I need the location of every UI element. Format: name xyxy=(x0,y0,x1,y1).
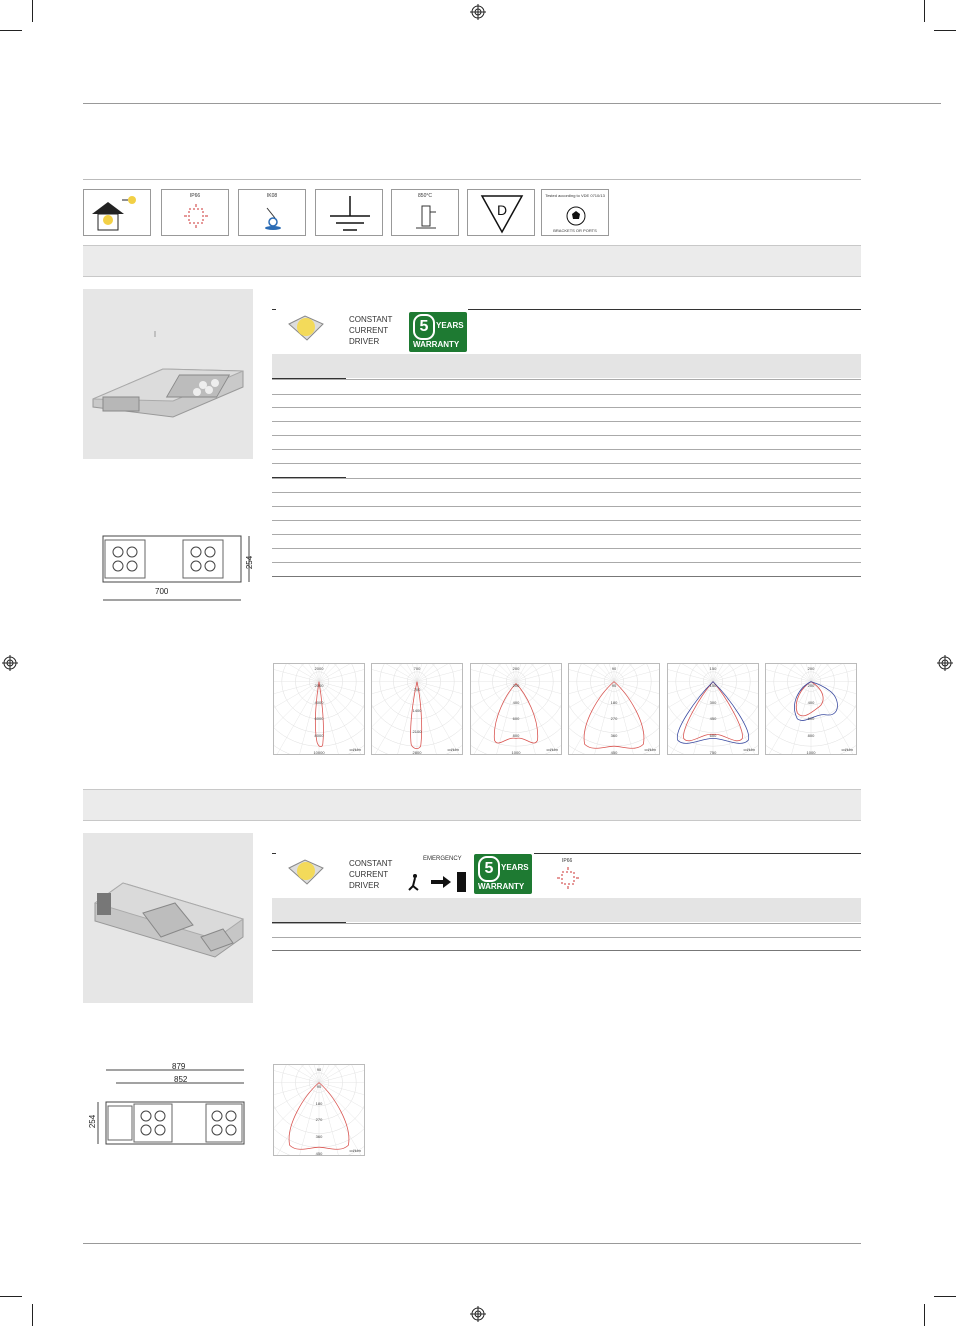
polar-tick-label: 6000 xyxy=(314,716,324,722)
led-chip-icon xyxy=(285,856,327,890)
polar-chart xyxy=(273,663,365,755)
ball-proof-label: Tested according to VDE 0710/13 xyxy=(545,193,605,198)
registration-mark-icon xyxy=(937,655,953,671)
ccd-line-3: DRIVER xyxy=(349,881,380,890)
polar-plot xyxy=(569,664,659,754)
ccd-line-2: CURRENT xyxy=(349,870,389,879)
polar-tick-label: 4000 xyxy=(314,699,324,705)
table-row xyxy=(272,506,861,507)
table-row xyxy=(272,449,861,450)
crop-mark xyxy=(32,1304,33,1326)
table-row xyxy=(272,394,861,395)
registration-mark-icon xyxy=(470,1306,486,1322)
crop-mark xyxy=(924,0,925,22)
polar-tick-label: 90 xyxy=(316,1083,322,1089)
dimension-drawing xyxy=(88,1062,253,1152)
ip66-label: IP66 xyxy=(189,193,201,199)
warranty-number: 5 xyxy=(413,314,435,340)
height-dimension: 254 xyxy=(88,1114,98,1129)
emergency-badge xyxy=(405,854,469,894)
polar-tick-label: 400 xyxy=(807,699,815,705)
polar-chart xyxy=(470,663,562,755)
polar-tick-label: 800 xyxy=(512,733,520,739)
polar-chart xyxy=(765,663,857,755)
constant-current-driver-badge xyxy=(349,858,392,891)
polar-tick-label: 270 xyxy=(610,716,618,722)
ccd-line-1: CONSTANT xyxy=(349,859,393,868)
spec-table-header xyxy=(272,354,861,378)
icon-row-top-rule xyxy=(83,179,861,180)
ccd-line-2: CURRENT xyxy=(349,326,389,335)
dimension-drawing xyxy=(93,530,253,620)
polar-tick-label: 200 xyxy=(512,666,520,671)
crop-mark xyxy=(924,1304,925,1326)
polar-tick-label: 700 xyxy=(413,687,421,692)
polar-unit-label: cd/klm xyxy=(743,747,755,752)
ball-proof-icon xyxy=(541,189,609,236)
polar-tick-label: 800 xyxy=(807,733,815,739)
table-row xyxy=(272,950,861,951)
badge-rule xyxy=(534,853,861,854)
warranty-word: WARRANTY xyxy=(478,882,525,891)
ik08-icon xyxy=(238,189,306,236)
polar-unit-label: cd/klm xyxy=(841,747,853,752)
polar-tick-label: 2000 xyxy=(314,682,324,688)
table-row xyxy=(272,492,861,493)
polar-tick-label: 450 xyxy=(315,1151,323,1156)
polar-unit-label: cd/klm xyxy=(644,747,656,752)
ip66-icon xyxy=(553,858,583,894)
polar-unit-label: cd/klm xyxy=(349,747,361,752)
polar-plot xyxy=(274,664,364,754)
temperature-icon xyxy=(391,189,459,236)
polar-tick-label: 150 xyxy=(709,682,717,688)
polar-tick-label: 450 xyxy=(610,750,618,755)
polar-tick-label: 400 xyxy=(512,699,520,705)
outer-width-dimension: 879 xyxy=(172,1062,186,1071)
polar-tick-label: 180 xyxy=(315,1100,323,1106)
width-dimension: 700 xyxy=(155,587,169,596)
crop-mark xyxy=(0,1296,22,1297)
polar-tick-label: 90 xyxy=(316,1067,322,1072)
registration-mark-icon xyxy=(470,4,486,20)
table-row xyxy=(272,463,861,464)
polar-chart xyxy=(273,1064,365,1156)
ccd-line-3: DRIVER xyxy=(349,337,380,346)
polar-tick-label: 2000 xyxy=(314,666,324,671)
polar-tick-label: 200 xyxy=(807,666,815,671)
polar-tick-label: 8000 xyxy=(314,733,324,739)
table-row xyxy=(272,407,861,408)
polar-tick-label: 700 xyxy=(413,666,421,671)
polar-plot xyxy=(766,664,856,754)
d-mark-letter: D xyxy=(496,202,508,218)
table-row xyxy=(272,576,861,577)
badge-rule xyxy=(272,853,276,854)
product-photo xyxy=(83,833,253,1003)
crop-mark xyxy=(934,30,956,31)
ik08-label: IK08 xyxy=(266,193,278,199)
table-row xyxy=(272,548,861,549)
polar-tick-label: 90 xyxy=(611,682,617,688)
polar-tick-label: 200 xyxy=(807,682,815,688)
section-header-band xyxy=(83,789,861,821)
polar-unit-label: cd/klm xyxy=(447,747,459,752)
polar-tick-label: 600 xyxy=(709,733,717,739)
earth-ground-icon xyxy=(315,189,383,236)
warranty-badge xyxy=(474,854,532,894)
temperature-label: 850°C xyxy=(418,193,432,199)
polar-tick-label: 750 xyxy=(709,750,717,755)
polar-tick-label: 180 xyxy=(610,699,618,705)
spec-table-header xyxy=(272,898,861,922)
table-row xyxy=(272,923,861,924)
constant-current-driver-badge xyxy=(349,314,392,347)
polar-chart xyxy=(371,663,463,755)
polar-tick-label: 200 xyxy=(512,682,520,688)
emergency-label: EMERGENCY xyxy=(423,856,462,862)
polar-chart xyxy=(568,663,660,755)
polar-tick-label: 1000 xyxy=(806,750,816,755)
crop-mark xyxy=(0,30,22,31)
ball-proof-footer: BRACKETS OR PORTS xyxy=(553,228,597,233)
footer-rule xyxy=(83,1243,861,1244)
table-row xyxy=(272,520,861,521)
badge-rule xyxy=(468,309,861,310)
d-mark-icon xyxy=(467,189,535,236)
polar-plot xyxy=(471,664,561,754)
crop-mark xyxy=(32,0,33,22)
warranty-years: YEARS xyxy=(436,321,464,330)
warranty-years: YEARS xyxy=(501,863,529,872)
polar-tick-label: 300 xyxy=(709,699,717,705)
polar-chart xyxy=(667,663,759,755)
inner-width-dimension: 852 xyxy=(174,1075,188,1084)
ip66-icon xyxy=(161,189,229,236)
table-row xyxy=(272,562,861,563)
polar-plot xyxy=(274,1065,364,1155)
ip66-label: IP66 xyxy=(562,858,573,864)
warranty-number: 5 xyxy=(478,856,500,882)
ccd-line-1: CONSTANT xyxy=(349,315,393,324)
polar-tick-label: 90 xyxy=(611,666,617,671)
registration-mark-icon xyxy=(2,655,18,671)
polar-tick-label: 600 xyxy=(512,716,520,722)
crop-mark xyxy=(934,1296,956,1297)
badge-rule xyxy=(272,309,276,310)
table-row xyxy=(272,421,861,422)
product-photo xyxy=(83,289,253,459)
polar-tick-label: 10000 xyxy=(313,750,325,755)
polar-unit-label: cd/klm xyxy=(349,1148,361,1153)
section-header-band xyxy=(83,245,861,277)
polar-plot xyxy=(668,664,758,754)
polar-tick-label: 270 xyxy=(315,1117,323,1123)
polar-tick-label: 1400 xyxy=(412,708,422,713)
table-row xyxy=(272,478,861,479)
table-row xyxy=(272,937,861,938)
polar-tick-label: 360 xyxy=(610,733,618,739)
height-dimension: 254 xyxy=(245,555,255,570)
table-row xyxy=(272,435,861,436)
warranty-word: WARRANTY xyxy=(413,340,460,349)
polar-tick-label: 1000 xyxy=(511,750,521,755)
polar-tick-label: 450 xyxy=(709,716,717,722)
led-chip-icon xyxy=(285,312,327,346)
indoor-outdoor-icon xyxy=(83,189,151,236)
polar-tick-label: 600 xyxy=(807,716,815,722)
polar-tick-label: 360 xyxy=(315,1134,323,1140)
polar-tick-label: 2800 xyxy=(412,750,422,755)
header-rule xyxy=(83,103,941,104)
polar-unit-label: cd/klm xyxy=(546,747,558,752)
warranty-badge xyxy=(409,312,467,352)
table-row xyxy=(272,379,861,380)
polar-tick-label: 2100 xyxy=(412,729,422,734)
polar-tick-label: 150 xyxy=(709,666,717,671)
table-row xyxy=(272,534,861,535)
